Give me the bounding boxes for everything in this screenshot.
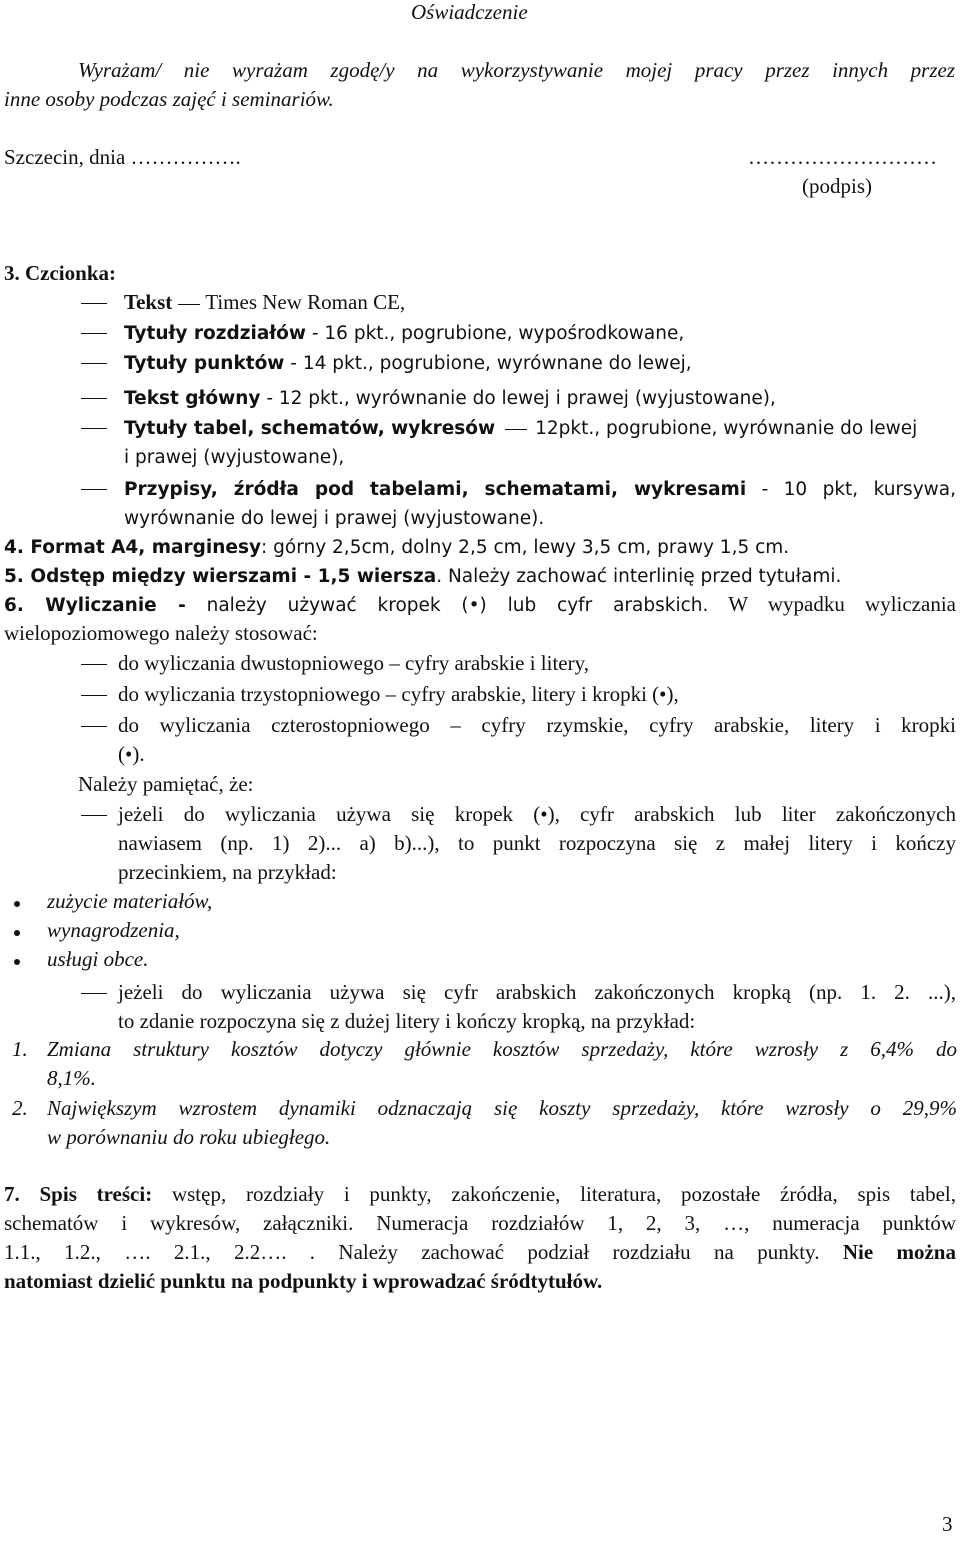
section-7-line3: 1.1., 1.2., …. 2.1., 2.2…. . Należy zachować podział rozdziału na punkty. Nie można	[4, 1240, 956, 1264]
font-item-footnotes-cont: wyrównanie do lewej i prawej (wyjustowane).	[124, 508, 545, 529]
font-item-table-titles: Tytuły tabel, schematów, wykresów 12pkt., pogrubione, wyrównanie do lewej	[124, 418, 918, 439]
enum-item-three-level: do wyliczania trzystopniowego – cyfry arabskie, litery i kropki (•),	[118, 682, 679, 706]
dash-bullet-icon	[81, 428, 107, 429]
dash-bullet-icon	[81, 363, 107, 364]
section-7-line4: natomiast dzielić punktu na podpunkty i wprowadzać śródtytułów.	[4, 1269, 603, 1293]
bullet-item: wynagrodzenia,	[47, 918, 180, 942]
font-item-main-text: Tekst główny - 12 pkt., wyrównanie do lewej i prawej (wyjustowane),	[124, 388, 776, 409]
font-item-chapter-titles: Tytuły rozdziałów - 16 pkt., pogrubione, wypośrodkowane,	[124, 323, 685, 344]
statement-title: Oświadczenie	[411, 0, 528, 24]
font-item-text: Tekst Times New Roman CE,	[124, 290, 406, 314]
note1-line1: jeżeli do wyliczania używa się kropek (•), cyfr arabskich lub liter zakończonych	[118, 802, 956, 826]
enum-item-four-level-cont: (•).	[118, 742, 145, 766]
inline-dash-icon	[505, 429, 527, 430]
dash-bullet-icon	[81, 398, 107, 399]
note1-line3: przecinkiem, na przykład:	[118, 860, 337, 884]
font-item-table-titles-cont: i prawej (wyjustowane),	[124, 447, 345, 468]
numbered-item-number: 1.	[12, 1037, 28, 1061]
dash-bullet-icon	[81, 726, 107, 727]
section-7-line2: schematów i wykresów, załączniki. Numeracja rozdziałów 1, 2, 3, …, numeracja punktów	[4, 1211, 956, 1235]
place-date-line: Szczecin, dnia …………….	[4, 145, 241, 169]
font-item-footnotes: Przypisy, źródła pod tabelami, schematami, wykresami - 10 pkt, kursywa,	[124, 479, 956, 500]
dash-bullet-icon	[81, 303, 107, 304]
note2-line1: jeżeli do wyliczania używa się cyfr arabskich zakończonych kropką (np. 1. 2. ...),	[118, 980, 956, 1004]
bullet-item: usługi obce.	[47, 947, 149, 971]
section-7-line1: 7. Spis treści: wstęp, rozdziały i punkty, zakończenie, literatura, pozostałe źródła, spis tabel,	[4, 1182, 956, 1206]
statement-text-line2: inne osoby podczas zajęć i seminariów.	[4, 87, 334, 111]
enum-item-four-level: do wyliczania czterostopniowego – cyfry rzymskie, cyfry arabskie, litery i kropki	[118, 713, 956, 737]
dash-bullet-icon	[81, 815, 107, 816]
signature-label: (podpis)	[802, 174, 872, 198]
section-6-heading-line: 6. Wyliczanie - należy używać kropek (•) lub cyfr arabskich. W wypadku wyliczania	[4, 592, 956, 616]
inline-dash-icon	[178, 304, 200, 305]
note1-line2: nawiasem (np. 1) 2)... a) b)...), to punkt rozpoczyna się z małej litery i kończy	[118, 831, 956, 855]
numbered-item-line1: Największym wzrostem dynamiki odznaczają się koszty sprzedaży, które wzrosły o 29,9%	[47, 1096, 957, 1120]
dash-bullet-icon	[81, 993, 107, 994]
section-3-heading: 3. Czcionka:	[4, 261, 116, 285]
numbered-item-number: 2.	[12, 1096, 28, 1120]
dash-bullet-icon	[81, 695, 107, 696]
numbered-item-line2: 8,1%.	[47, 1066, 96, 1090]
statement-text-line1: Wyrażam/ nie wyrażam zgodę/y na wykorzystywanie mojej pracy przez innych przez	[78, 58, 955, 82]
bullet-dot-icon	[14, 959, 20, 965]
numbered-item-line1: Zmiana struktury kosztów dotyczy głównie kosztów sprzedaży, które wzrosły z 6,4% do	[47, 1037, 957, 1061]
dash-bullet-icon	[81, 664, 107, 665]
dash-bullet-icon	[81, 333, 107, 334]
section-4-format: 4. Format A4, marginesy: górny 2,5cm, dolny 2,5 cm, lewy 3,5 cm, prawy 1,5 cm.	[4, 537, 790, 558]
section-6-line2: wielopoziomowego należy stosować:	[4, 621, 318, 645]
numbered-item-line2: w porównaniu do roku ubiegłego.	[47, 1125, 331, 1149]
bullet-item: zużycie materiałów,	[47, 889, 213, 913]
bullet-dot-icon	[14, 901, 20, 907]
dash-bullet-icon	[81, 489, 107, 490]
page-number: 3	[942, 1512, 953, 1536]
signature-dots: ………………………	[748, 145, 937, 169]
remember-label: Należy pamiętać, że:	[78, 772, 254, 796]
font-item-point-titles: Tytuły punktów - 14 pkt., pogrubione, wyrównane do lewej,	[124, 353, 692, 374]
enum-item-two-level: do wyliczania dwustopniowego – cyfry arabskie i litery,	[118, 651, 590, 675]
section-5-spacing: 5. Odstęp między wierszami - 1,5 wiersza. Należy zachować interlinię przed tytułami.	[4, 566, 842, 587]
bullet-dot-icon	[14, 930, 20, 936]
note2-line2: to zdanie rozpoczyna się z dużej litery i kończy kropką, na przykład:	[118, 1009, 696, 1033]
